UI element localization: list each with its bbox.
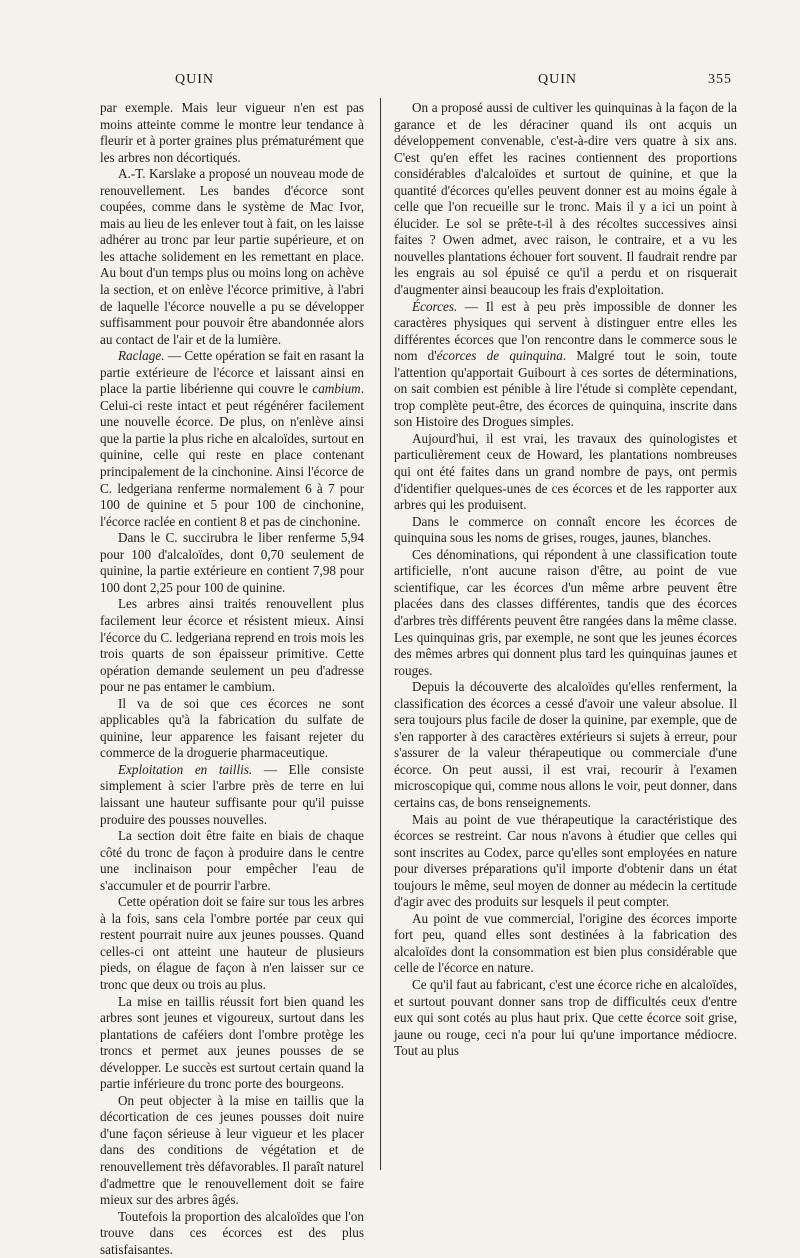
paragraph-text: Ce qu'il faut au fabricant, c'est une écorce riche en alcaloïdes, et surtout pouvant donner sans trop de difficultés ceux d'entre eux qui sont cotés au plus haut prix. Que cette écorce soit grise, jaune ou rouge, ceci n'a pour lui qu'une importance médiocre. Tout au plus (394, 976, 737, 1059)
paragraph-text: Mais au point de vue thérapeutique la caractéristique des écorces se restreint. Car nous n'avons à étudier que celles qui sont inscrites au Codex, parce qu'elles sont employées en nature pour diverses préparations qu'il importe d'obtenir dans un état toujours le même, seul moyen de donner au médecin la certitude d'agir avec des produits sur lesquels il peut compter. (394, 811, 737, 910)
paragraph (100, 762, 364, 828)
paragraph (394, 100, 737, 299)
paragraph (394, 911, 737, 977)
paragraph-text: La section doit être faite en biais de chaque côté du tronc de façon à produire dans le centre une inclinaison pour empêcher l'eau de s'accumuler et de pourrir l'arbre. (100, 828, 364, 893)
paragraph-text: Aujourd'hui, il est vrai, les travaux des quinologistes et particulièrement ceux de Howard, les plantations nombreuses qui ont été faites dans un grand nombre de pays, ont permis d'identifier quelques-unes de ces écorces et de les rapporter aux arbres qui les produisent. (394, 430, 737, 513)
paragraph (100, 1209, 364, 1258)
paragraph (100, 1093, 364, 1209)
paragraph-text: Dans le commerce on connaît encore les écorces de quinquina sous les noms de grises, rouges, jaunes, blanches. (394, 513, 737, 546)
paragraph (394, 547, 737, 679)
paragraph-text: Il va de soi que ces écorces ne sont applicables qu'à la fabrication du sulfate de quinine, leur apparence les faisant rejeter du commerce de la droguerie pharmaceutique. (100, 695, 364, 761)
paragraph-text: Cette opération doit se faire sur tous les arbres à la fois, sans cela l'ombre portée par ceux qui restent pourrait nuire aux jeunes pousses. Quand celles-ci ont atteint une hauteur de plusieurs pieds, on élague de façon à n'en laisser sur ce tronc que deux ou trois au plus. (100, 894, 364, 992)
section-heading: Raclage. (118, 348, 165, 364)
paragraph (394, 812, 737, 911)
paragraph (394, 299, 737, 431)
column-divider (380, 98, 381, 1170)
paragraph-text: Ces dénominations, qui répondent à une classification toute artificielle, n'ont aucune raison d'être, au point de vue scientifique, car les écorces d'un même arbre peuvent être placées dans des classes différentes, tandis que des écorces d'arbres très différents peuvent être rangées dans la même classe. Les quinquinas gris, par exemple, ne sont que les jeunes écorces des mêmes arbres qui donnent plus tard les quinquinas jaunes et rouges. (394, 546, 737, 678)
running-head-left: QUIN (175, 72, 214, 87)
page-number: 355 (708, 72, 732, 87)
paragraph-text: — Cette opération se fait en rasant la partie extérieure de l'écorce et laissant ainsi en place la partie libérienne qui couvre le (100, 348, 364, 397)
running-head-right: QUIN (538, 72, 577, 87)
paragraph-text: On peut objecter à la mise en taillis que la décortication de ces jeunes pousses doit nuire d'une façon sérieuse à leur vigueur et les placer dans des conditions de végétation et de renouvellement très défavorables. Il paraît naturel d'admettre que le renouvellement doit se faire mieux sur des arbres âgés. (100, 1092, 364, 1208)
paragraph-text: Toutefois la proportion des alcaloïdes que l'on trouve dans ces écorces est des plus satisfaisantes. (100, 1208, 364, 1257)
italic-term: cambium (312, 381, 361, 397)
paragraph-text: — Elle consiste simplement à scier l'arbre près de terre en lui laissant une hauteur suffisante pour qu'il puisse produire des pousses nouvelles. (100, 761, 364, 827)
paragraph-text: Au point de vue commercial, l'origine des écorces importe fort peu, quand elles sont destinées à la fabrication des alcaloïdes dont la consommation est bien plus considérable que celle de l'écorce en nature. (394, 910, 737, 976)
paragraph-text: — Il est à peu près impossible de donner les caractères physiques qui servent à distinguer entre elles les différentes écorces que l'on rencontre dans le commerce sous le nom d' (394, 298, 737, 364)
paragraph-text: On a proposé aussi de cultiver les quinquinas à la façon de la garance et de les déraciner quand ils ont acquis un développement convenable, c'est-à-dire vers quatre à six ans. C'est qu'en effet les racines contiennent des proportions considérables d'alcaloïdes et surtout de quinine, et que la quantité d'écorces qu'elles peuvent donner est au moins égale à celle que l'on recueille sur le tronc. Mais il y a ici un point à élucider. Le sol se prête-t-il à des récoltes successives ainsi faites ? Owen admet, avec raison, le contraire, et a vu les nouvelles plantations échouer fort souvent. Il faudrait rendre par les engrais au sol épuisé ce qu'il a perdu et on risquerait d'augmenter ainsi beaucoup les frais d'exploitation. (394, 100, 737, 298)
paragraph-text: La mise en taillis réussit fort bien quand les arbres sont jeunes et vigoureux, surtout dans les plantations de caféiers dont l'ombre protège les troncs et permet aux jeunes pousses de se développer. Le succès est surtout certain quand la partie inférieure du tronc porte des bourgeons. (100, 993, 364, 1092)
right-text-column (394, 100, 737, 1180)
section-heading: Écorces. (412, 298, 458, 314)
paragraph-text: Depuis la découverte des alcaloïdes qu'elles renferment, la classification des écorces a cessé d'avoir une valeur absolue. Il sera toujours plus facile de doser la quinine, par exemple, que de s'en rapporter à des caractères extérieurs si sujets à erreur, pour s'assurer de la valeur thérapeutique ou commerciale d'une écorce. On peut aussi, il est vrai, recourir à l'examen microscopique qui, comme nous allons le voir, peut donner, dans certains cas, de bons renseignements. (394, 679, 737, 810)
paragraph (100, 100, 364, 166)
paragraph (100, 596, 364, 695)
italic-term: écorces de quinquina (436, 348, 563, 364)
paragraph (100, 894, 364, 993)
paragraph-text: A.-T. Karslake a proposé un nouveau mode de renouvellement. Les bandes d'écorce sont coupées, comme dans le système de Mac Ivor, mais au lieu de les enlever tout à fait, on les laisse adhérer au tronc par leur partie supérieure, et on les attache solidement en les remettant en place. Au bout d'un temps plus ou moins long on achève la section, et on enlève l'écorce primitive, à l'abri de laquelle l'écorce nouvelle a pu se développer suffisamment pour pouvoir être abandonnée alors au contact de l'air et de la lumière. (100, 166, 364, 347)
paragraph (394, 431, 737, 514)
paragraph (100, 166, 364, 348)
paragraph-text: . Celui-ci reste intact et peut régénérer facilement une nouvelle écorce. De plus, on n'enlève ainsi que la partie la plus riche en alcaloïdes, surtout en quinine, celle qui reste en place contenant principalement de la cinchonine. Ainsi l'écorce de C. ledgeriana renferme normalement 6 à 7 pour 100 de quinine et 5 pour 100 de cinchonine, l'écorce raclée en contient 8 et pas de cinchonine. (100, 381, 364, 529)
paragraph (394, 977, 737, 1060)
section-heading: Exploitation en taillis. (118, 761, 253, 777)
paragraph (100, 348, 364, 530)
left-text-column (100, 100, 364, 1257)
paragraph-text: Dans le C. succirubra le liber renferme 5,94 pour 100 d'alcaloïdes, dont 0,70 seulement de quinine, la partie extérieure en contient 7,98 pour 100 dont 2,25 pour 100 de quinine. (100, 530, 364, 595)
paragraph (394, 679, 737, 811)
paragraph-text: Les arbres ainsi traités renouvellent plus facilement leur écorce et résistent mieux. Ainsi l'écorce du C. ledgeriana reprend en trois mois les trois quarts de son épaisseur primitive. Cette opération demande seulement un peu d'adresse pour ne pas entamer le cambium. (100, 596, 364, 695)
paragraph-text: par exemple. Mais leur vigueur n'en est pas moins atteinte comme le montre leur tendance à fleurir et à porter graines plus prématurément que les arbres non décortiqués. (100, 100, 364, 165)
paragraph (100, 530, 364, 596)
paragraph (100, 828, 364, 894)
paragraph (100, 696, 364, 762)
paragraph (394, 514, 737, 547)
paragraph (100, 994, 364, 1093)
paragraph-text: . Malgré tout le soin, toute l'attention qu'apportait Guibourt à ces sortes de déterminations, on sait combien est pénible à lire l'étude si complète cependant, trop complète peut-être, des écorces de quinquina, inscrite dans son Histoire des Drogues simples. (394, 348, 737, 430)
